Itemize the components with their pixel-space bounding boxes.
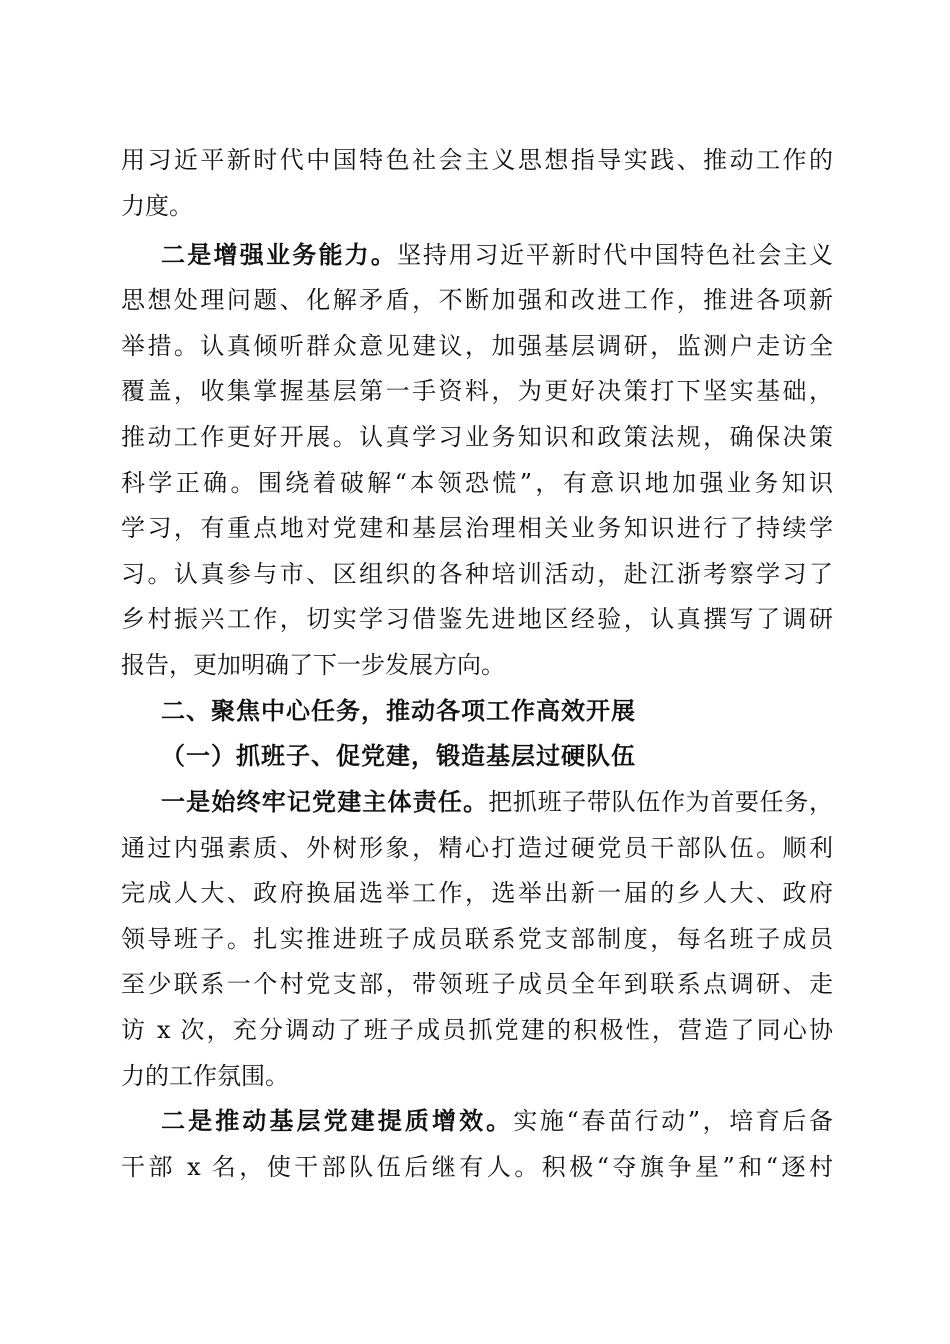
paragraph-first-line [161,782,833,822]
paragraph-line: 学习，有重点地对党建和基层治理相关业务知识进行了持续学 [121,514,833,542]
paragraph-line: 习。认真参与市、区组织的各种培训活动，赴江浙考察学习了 [121,560,833,588]
paragraph-line-rest: 实施“春苗行动”，培育后备 [513,1107,833,1135]
paragraph-line: 力度。 [121,192,193,220]
paragraph-line-rest: 把抓班子带队伍作为首要任务， [488,788,833,816]
paragraph-first-line [161,1101,833,1141]
paragraph-lead: 二是增强业务能力。 [161,241,398,269]
paragraph-line: 报告，更加明确了下一步发展方向。 [121,651,505,679]
sub-heading: （一）抓班子、促党建，锻造基层过硬队伍 [161,741,636,770]
paragraph-lead: 二是推动基层党建提质增效。 [161,1107,514,1135]
paragraph-line: 领导班子。扎实推进班子成员联系党支部制度，每名班子成员 [121,925,833,953]
paragraph-line: 访 x 次，充分调动了班子成员抓党建的积极性，营造了同心协 [121,1016,833,1044]
paragraph-line: 力的工作氛围。 [121,1062,289,1090]
paragraph-line: 举措。认真倾听群众意见建议，加强基层调研，监测户走访全 [121,332,833,360]
paragraph-line-rest: 坚持用习近平新时代中国特色社会主义 [397,241,834,269]
paragraph-lead: 一是始终牢记党建主体责任。 [161,788,489,816]
paragraph-first-line [161,235,833,275]
paragraph-line: 思想处理问题、化解矛盾，不断加强和改进工作，推进各项新 [121,286,833,314]
paragraph-line: 覆盖，收集掌握基层第一手资料，为更好决策打下坚实基础， [121,377,833,405]
paragraph-line: 乡村振兴工作，切实学习借鉴先进地区经验，认真撰写了调研 [121,605,833,633]
paragraph-line: 用习近平新时代中国特色社会主义思想指导实践、推动工作的 [121,146,833,174]
section-heading: 二、聚焦中心任务，推动各项工作高效开展 [161,697,636,725]
paragraph-line: 干部 x 名，使干部队伍后继有人。积极“夺旗争星”和“逐村 [121,1153,833,1181]
paragraph-line: 完成人大、政府换届选举工作，选举出新一届的乡人大、政府 [121,879,833,907]
paragraph-line: 科学正确。围绕着破解“本领恐慌”，有意识地加强业务知识 [121,469,833,497]
paragraph-line: 通过内强素质、外树形象，精心打造过硬党员干部队伍。顺利 [121,834,833,862]
paragraph-line: 至少联系一个村党支部，带领班子成员全年到联系点调研、走 [121,970,833,998]
paragraph-line: 推动工作更好开展。认真学习业务知识和政策法规，确保决策 [121,423,833,451]
